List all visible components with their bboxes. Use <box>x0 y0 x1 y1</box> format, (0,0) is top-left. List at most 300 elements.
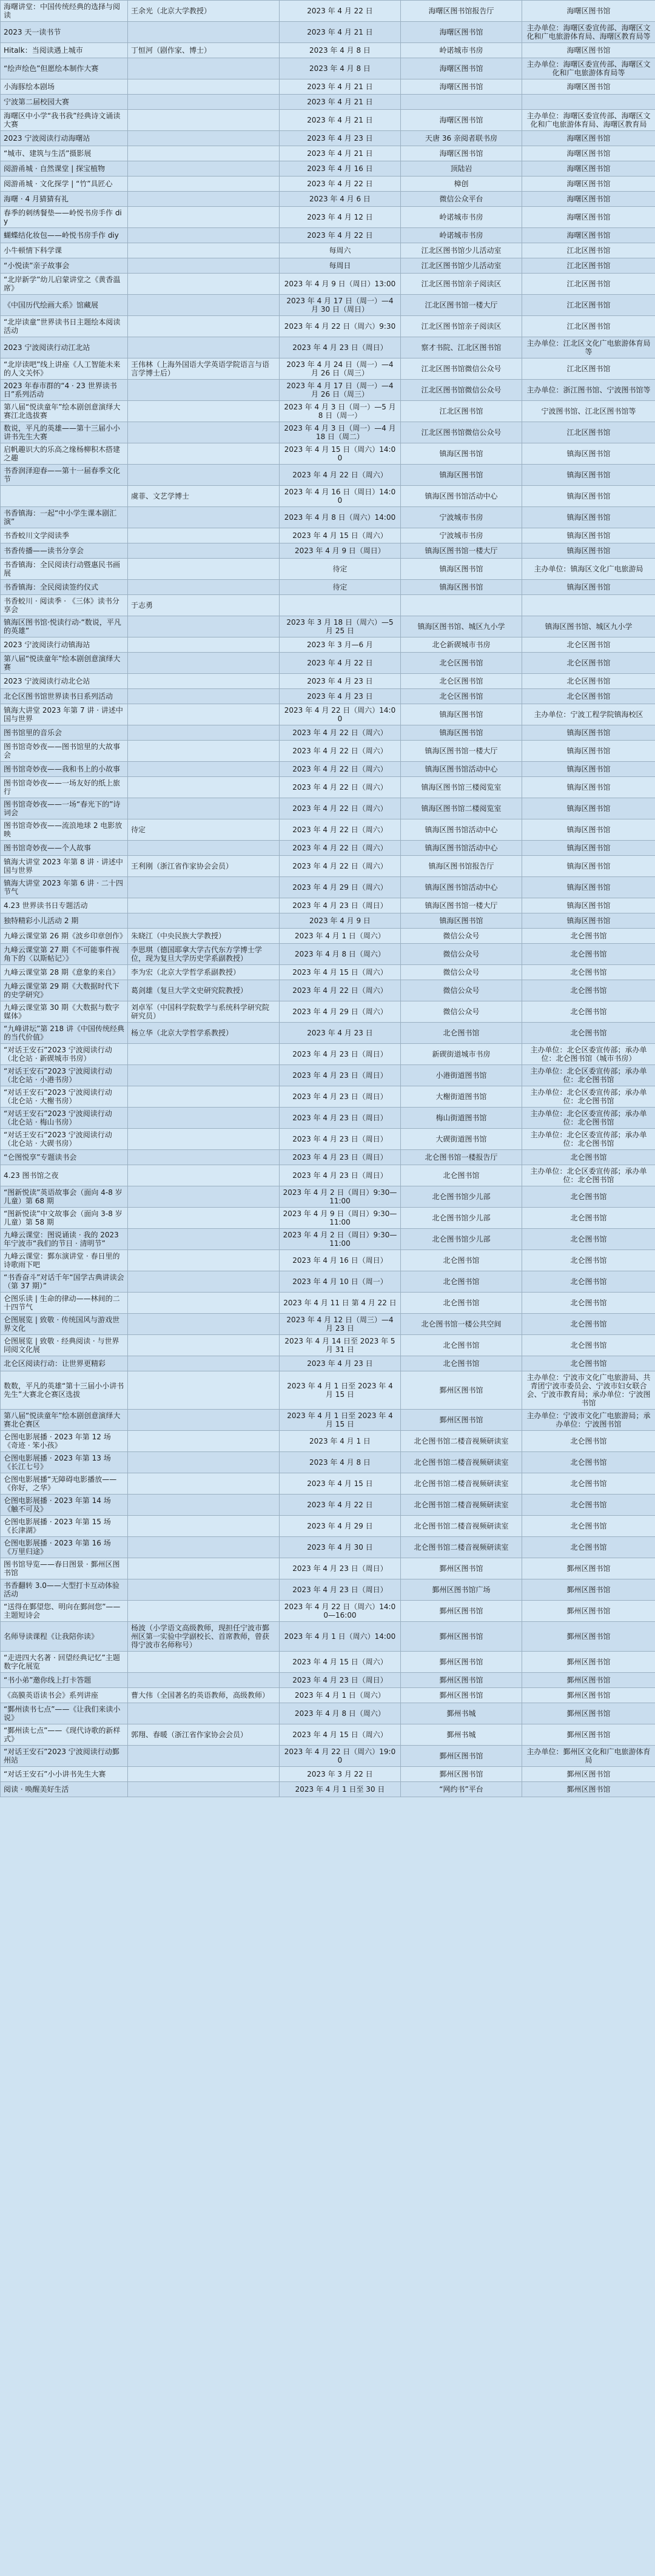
table-row <box>1 401 655 422</box>
table-row <box>1 316 655 337</box>
guest-cell <box>128 79 280 95</box>
time-cell: 2023 年 4 月 1 日（周六） <box>280 1688 401 1703</box>
time-cell: 2023 年 4 月 23 日（周日） <box>280 1150 401 1165</box>
venue-cell: 鄞州区图书馆 <box>401 1622 522 1652</box>
guest-cell: 杨波（小学语文高级教师，现担任宁波市鄞州区第一实验中学副校长、首席教师，曾获得宁波市名师称号） <box>128 1622 280 1652</box>
time-cell: 2023 年 4 月 21 日 <box>280 146 401 161</box>
event-name-cell: 九峰云课堂第 28 期《意象的来自》 <box>1 965 128 980</box>
guest-cell <box>128 22 280 43</box>
event-schedule-body <box>1 1 655 1797</box>
guest-cell <box>128 559 280 580</box>
time-cell: 2023 年 4 月 23 日（周日） <box>280 1579 401 1601</box>
event-name-cell: 海曙 · 4 月猜猜有礼 <box>1 192 128 207</box>
event-name-cell: 2023 天一读书节 <box>1 22 128 43</box>
event-name-cell: 仑图电影展播 · 2023 年第 13 场《长江七号》 <box>1 1452 128 1473</box>
time-cell: 2023 年 4 月 22 日 <box>280 653 401 674</box>
event-name-cell: 镇海区图书馆·悦读行动·“数说，平凡的英雄” <box>1 616 128 637</box>
guest-cell <box>128 258 280 274</box>
organizer-cell: 北仑图书馆 <box>522 1495 655 1516</box>
table-row <box>1 965 655 980</box>
organizer-cell: 北仑图书馆 <box>522 965 655 980</box>
time-cell: 待定 <box>280 580 401 595</box>
organizer-cell: 北仑图书馆 <box>522 1250 655 1271</box>
time-cell: 2023 年 4 月 29 日 <box>280 1516 401 1537</box>
event-name-cell: “书小弟”邀你线上打卡答题 <box>1 1673 128 1688</box>
organizer-cell: 江北区图书馆 <box>522 358 655 380</box>
time-cell: 2023 年 4 月 22 日（周六） <box>280 841 401 856</box>
venue-cell <box>401 595 522 616</box>
venue-cell: 江北区图书馆 <box>401 401 522 422</box>
time-cell: 2023 年 4 月 14 日至 2023 年 5 月 31 日 <box>280 1335 401 1356</box>
venue-cell: 岭诺城市书房 <box>401 43 522 58</box>
organizer-cell: 鄞州区图书馆 <box>522 1673 655 1688</box>
event-name-cell: 独特精彩小儿活动 2 期 <box>1 913 128 929</box>
organizer-cell: 镇海区图书馆 <box>522 819 655 841</box>
guest-cell <box>128 798 280 819</box>
venue-cell: 镇海区图书馆一楼大厅 <box>401 898 522 913</box>
venue-cell: 北仑图书馆二楼音视频研读室 <box>401 1516 522 1537</box>
organizer-cell: 北仑图书馆 <box>522 1314 655 1335</box>
event-name-cell: 《中国历代绘画大系》馆藏展 <box>1 295 128 316</box>
event-name-cell: “对话王安石”2023 宁波阅读行动（北仑站 · 新碶城市书房） <box>1 1044 128 1065</box>
table-row <box>1 528 655 543</box>
organizer-cell: 鄞州区图书馆 <box>522 1724 655 1746</box>
organizer-cell: 鄞州区图书馆 <box>522 1558 655 1579</box>
time-cell: 2023 年 4 月 23 日 <box>280 1356 401 1371</box>
venue-cell: 北仑新碶城市书房 <box>401 637 522 653</box>
time-cell: 每周日 <box>280 258 401 274</box>
organizer-cell: 镇海区图书馆 <box>522 725 655 741</box>
event-name-cell: 数说，平凡的英雄——第十三届小小讲书先生大赛 <box>1 422 128 443</box>
time-cell: 2023 年 4 月 8 日 <box>280 43 401 58</box>
time-cell: 2023 年 4 月 21 日 <box>280 95 401 110</box>
venue-cell: 镇海区图书馆二楼阅览室 <box>401 798 522 819</box>
organizer-cell: 宁波图书馆、江北区图书馆等 <box>522 401 655 422</box>
time-cell: 2023 年 4 月 15 日（周六） <box>280 965 401 980</box>
event-name-cell: 镇海大讲堂 2023 年第 7 讲 · 讲述中国与世界 <box>1 704 128 725</box>
table-row <box>1 228 655 243</box>
table-row <box>1 543 655 559</box>
venue-cell: 镇海区图书馆 <box>401 580 522 595</box>
event-name-cell: 启帆趣识大的乐高之缘杨柳积木搭建之趣 <box>1 443 128 465</box>
guest-cell: 李思琪（德国耶拿大学古代东方学博士学位，现为复旦大学历史学系副教授） <box>128 944 280 965</box>
table-row <box>1 1724 655 1746</box>
time-cell: 2023 年 4 月 9 日（周日） <box>280 543 401 559</box>
venue-cell: 鄞州区图书馆 <box>401 1688 522 1703</box>
time-cell: 2023 年 4 月 22 日（周六） <box>280 762 401 777</box>
event-name-cell: 春季的刺绣餐垫——岭悦书房手作 diy <box>1 207 128 228</box>
guest-cell <box>128 1495 280 1516</box>
table-row <box>1 1652 655 1673</box>
guest-cell <box>128 337 280 358</box>
guest-cell <box>128 401 280 422</box>
table-row <box>1 1673 655 1688</box>
event-name-cell: “鄞州读七点”——《现代诗歌的新样式》 <box>1 1724 128 1746</box>
guest-cell <box>128 1108 280 1129</box>
guest-cell <box>128 1208 280 1229</box>
table-row <box>1 22 655 43</box>
table-row <box>1 295 655 316</box>
time-cell: 2023 年 4 月 22 日 <box>280 228 401 243</box>
organizer-cell: 镇海区图书馆 <box>522 856 655 877</box>
guest-cell <box>128 1652 280 1673</box>
time-cell: 2023 年 4 月 16 日 <box>280 161 401 177</box>
venue-cell: 微信公众号 <box>401 1001 522 1023</box>
guest-cell <box>128 1601 280 1622</box>
time-cell: 2023 年 4 月 22 日（周六） <box>280 465 401 486</box>
table-row <box>1 58 655 79</box>
organizer-cell: 鄞州区图书馆 <box>522 1782 655 1797</box>
venue-cell: 宁波城市书房 <box>401 528 522 543</box>
time-cell: 待定 <box>280 559 401 580</box>
venue-cell: 北仑图书馆二楼音视频研读室 <box>401 1495 522 1516</box>
time-cell: 2023 年 4 月 22 日（周六） <box>280 741 401 762</box>
organizer-cell: 鄞州区图书馆 <box>522 1703 655 1724</box>
guest-cell <box>128 841 280 856</box>
venue-cell: 鄞州区图书馆 <box>401 1371 522 1410</box>
table-row <box>1 944 655 965</box>
table-row <box>1 595 655 616</box>
venue-cell <box>401 95 522 110</box>
time-cell: 2023 年 4 月 21 日 <box>280 22 401 43</box>
time-cell: 2023 年 4 月 16 日（周日）14:00 <box>280 486 401 507</box>
venue-cell: 镇海区图书馆活动中心 <box>401 877 522 898</box>
organizer-cell: 镇海区图书馆 <box>522 580 655 595</box>
event-name-cell: 书香蛟川 · 阅读季 · 《三体》读书分享会 <box>1 595 128 616</box>
venue-cell: 鄞州区图书馆 <box>401 1601 522 1622</box>
event-name-cell: “九峰讲坛”第 218 讲《中国传统经典的当代价值》 <box>1 1023 128 1044</box>
guest-cell <box>128 177 280 192</box>
guest-cell: 葛剑雄（复旦大学文史研究院教授） <box>128 980 280 1001</box>
guest-cell <box>128 146 280 161</box>
time-cell: 2023 年 4 月 15 日（周六） <box>280 528 401 543</box>
table-row <box>1 1452 655 1473</box>
event-name-cell: 镇海大讲堂 2023 年第 6 讲 · 二十四节气 <box>1 877 128 898</box>
guest-cell <box>128 580 280 595</box>
table-row <box>1 929 655 944</box>
organizer-cell: 北仑图书馆 <box>522 1335 655 1356</box>
event-name-cell: 2023 宁波阅读行动镇海站 <box>1 637 128 653</box>
time-cell: 2023 年 4 月 22 日（周六） <box>280 980 401 1001</box>
event-name-cell: 小海豚绘本剧场 <box>1 79 128 95</box>
organizer-cell: 镇海区图书馆 <box>522 507 655 528</box>
guest-cell <box>128 777 280 798</box>
guest-cell <box>128 131 280 146</box>
time-cell: 2023 年 4 月 8 日（周六） <box>280 1703 401 1724</box>
table-row <box>1 161 655 177</box>
organizer-cell: 镇海区图书馆 <box>522 543 655 559</box>
time-cell: 2023 年 4 月 23 日（周日） <box>280 337 401 358</box>
time-cell: 2023 年 4 月 23 日 <box>280 689 401 704</box>
venue-cell: 镇海区图书馆活动中心 <box>401 841 522 856</box>
organizer-cell: 北仑图书馆 <box>522 1271 655 1293</box>
venue-cell: 北仑图书馆 <box>401 1335 522 1356</box>
organizer-cell: 北仑图书馆 <box>522 1293 655 1314</box>
venue-cell: 海曙区图书馆 <box>401 22 522 43</box>
table-row <box>1 1579 655 1601</box>
organizer-cell: 镇海区图书馆 <box>522 898 655 913</box>
table-row <box>1 177 655 192</box>
time-cell: 2023 年 4 月 2 日（周日）9:30—11:00 <box>280 1229 401 1250</box>
time-cell: 2023 年 4 月 22 日 <box>280 1 401 22</box>
venue-cell: 镇海区图书馆 <box>401 704 522 725</box>
organizer-cell: 北仑图书馆 <box>522 1150 655 1165</box>
table-row <box>1 131 655 146</box>
table-row <box>1 1335 655 1356</box>
event-name-cell: 书香润泽迎春——第十一届春季文化节 <box>1 465 128 486</box>
venue-cell: 大榭街道图书馆 <box>401 1086 522 1108</box>
venue-cell: 镇海区图书馆一楼大厅 <box>401 741 522 762</box>
event-name-cell: “走进四大名著 · 回望经典记忆”主题数字化展览 <box>1 1652 128 1673</box>
venue-cell: 镇海区图书馆 <box>401 443 522 465</box>
guest-cell <box>128 1516 280 1537</box>
table-row <box>1 1516 655 1537</box>
venue-cell: 镇海区图书馆 <box>401 559 522 580</box>
time-cell: 2023 年 4 月 11 日 第 4 月 22 日 <box>280 1293 401 1314</box>
organizer-cell: 鄞州区图书馆 <box>522 1688 655 1703</box>
table-row <box>1 1537 655 1558</box>
organizer-cell: 江北区图书馆 <box>522 422 655 443</box>
table-row <box>1 1746 655 1767</box>
venue-cell: 新碶街道城市书房 <box>401 1044 522 1065</box>
event-name-cell: 海曙讲堂：中国传统经典的选择与阅读 <box>1 1 128 22</box>
time-cell: 2023 年 4 月 1 日至 30 日 <box>280 1782 401 1797</box>
event-name-cell: “对话王安石”2023 宁波阅读行动（北仑站 · 大碶书房） <box>1 1129 128 1150</box>
event-name-cell: 九峰云课堂：鄞东演讲堂 · 春日里的诗歌雨下吧 <box>1 1250 128 1271</box>
event-name-cell: 2023 宁波阅读行动海曙站 <box>1 131 128 146</box>
event-name-cell: “对话王安石”小小讲书先生大赛 <box>1 1767 128 1782</box>
venue-cell: 镇海区图书馆报告厅 <box>401 856 522 877</box>
event-name-cell: 北仑区图书馆世界读书日系列活动 <box>1 689 128 704</box>
organizer-cell: 鄞州区图书馆 <box>522 1622 655 1652</box>
table-row <box>1 877 655 898</box>
venue-cell: 镇海区图书馆 <box>401 913 522 929</box>
event-name-cell: 书香传播——读书分享会 <box>1 543 128 559</box>
time-cell: 2023 年 4 月 16 日（周日） <box>280 1250 401 1271</box>
organizer-cell: 主办单位：海曙区委宣传部、海曙区文化和广电旅游体育局、海曙区教育局等 <box>522 22 655 43</box>
organizer-cell: 北仑图书馆 <box>522 1186 655 1208</box>
event-name-cell: 九峰云课堂第 27 期《不可能事件视角下的〈以斯帖记〉》 <box>1 944 128 965</box>
guest-cell <box>128 58 280 79</box>
venue-cell: 镇海区图书馆活动中心 <box>401 486 522 507</box>
venue-cell: 鄞州书城 <box>401 1703 522 1724</box>
table-row <box>1 1229 655 1250</box>
guest-cell <box>128 725 280 741</box>
guest-cell <box>128 1229 280 1250</box>
event-name-cell: “书香奋斗”对话千年“国学古典讲读会（第 37 期）” <box>1 1271 128 1293</box>
organizer-cell: 北仑图书馆 <box>522 944 655 965</box>
table-row <box>1 243 655 258</box>
event-name-cell: 九峰云课堂第 30 期《大数据与数字媒体》 <box>1 1001 128 1023</box>
event-name-cell: 九峰云课堂：图说诵读 · 我的 2023 年宁波市“我们的节日 · 清明节” <box>1 1229 128 1250</box>
guest-cell <box>128 1537 280 1558</box>
table-row <box>1 465 655 486</box>
organizer-cell <box>522 595 655 616</box>
guest-cell <box>128 1431 280 1452</box>
guest-cell: 曹大伟（全国著名的英语教师，高级教师） <box>128 1688 280 1703</box>
time-cell: 2023 年 4 月 23 日（周日） <box>280 1044 401 1065</box>
guest-cell <box>128 1579 280 1601</box>
guest-cell <box>128 543 280 559</box>
organizer-cell: 江北区图书馆 <box>522 295 655 316</box>
event-name-cell: 4.23 图书馆之夜 <box>1 1165 128 1186</box>
venue-cell: 宁波城市书房 <box>401 507 522 528</box>
time-cell: 2023 年 4 月 15 日（周六） <box>280 1724 401 1746</box>
event-name-cell: “对话王安石”2023 宁波阅读行动（北仑站 · 小港书房） <box>1 1065 128 1086</box>
event-name-cell: “仑图悦享”专题读书会 <box>1 1150 128 1165</box>
time-cell: 2023 年 4 月 1 日 <box>280 1431 401 1452</box>
venue-cell: 顶陆岩 <box>401 161 522 177</box>
organizer-cell: 鄞州区图书馆 <box>522 1579 655 1601</box>
organizer-cell: 主办单位：北仑区委宣传部；承办单位：北仑图书馆 <box>522 1129 655 1150</box>
guest-cell <box>128 1703 280 1724</box>
organizer-cell: 主办单位：北仑区委宣传部；承办单位：北仑图书馆（城市书房） <box>522 1044 655 1065</box>
organizer-cell: 主办单位：海曙区委宣传部、海曙区文化和广电旅游体育局、海曙区教育局 <box>522 110 655 131</box>
venue-cell: 镇海区图书馆活动中心 <box>401 819 522 841</box>
venue-cell: 海曙区图书馆 <box>401 79 522 95</box>
guest-cell <box>128 110 280 131</box>
organizer-cell: 北仑图书馆 <box>522 1229 655 1250</box>
venue-cell: 梅山街道图书馆 <box>401 1108 522 1129</box>
venue-cell: 北仑图书馆少儿部 <box>401 1186 522 1208</box>
guest-cell <box>128 95 280 110</box>
time-cell: 2023 年 4 月 29 日（周六） <box>280 877 401 898</box>
organizer-cell: 北仑图书馆 <box>522 1473 655 1495</box>
time-cell: 2023 年 4 月 22 日（周六） <box>280 819 401 841</box>
guest-cell <box>128 1044 280 1065</box>
venue-cell: 北仑图书馆一楼报告厅 <box>401 1150 522 1165</box>
table-row <box>1 1782 655 1797</box>
time-cell: 2023 年 4 月 22 日（周六） <box>280 725 401 741</box>
guest-cell <box>128 1086 280 1108</box>
event-name-cell: 图书馆奇妙夜——一场“春光下的”诗词会 <box>1 798 128 819</box>
table-row <box>1 819 655 841</box>
guest-cell <box>128 528 280 543</box>
venue-cell: 微信公众号 <box>401 980 522 1001</box>
time-cell: 2023 年 4 月 22 日（周六） <box>280 777 401 798</box>
organizer-cell: 主办单位：北仑区委宣传部；承办单位：北仑图书馆 <box>522 1165 655 1186</box>
time-cell: 2023 年 4 月 23 日（周日） <box>280 1165 401 1186</box>
organizer-cell: 镇海区图书馆 <box>522 777 655 798</box>
time-cell: 2023 年 4 月 22 日（周六）19:00 <box>280 1746 401 1767</box>
guest-cell <box>128 1673 280 1688</box>
time-cell: 2023 年 4 月 23 日（周日） <box>280 1086 401 1108</box>
organizer-cell: 北仑区图书馆 <box>522 689 655 704</box>
venue-cell: 微信公众平台 <box>401 192 522 207</box>
venue-cell: 天唐 36 亲阅者联书房 <box>401 131 522 146</box>
time-cell: 2023 年 4 月 21 日 <box>280 110 401 131</box>
table-row <box>1 1150 655 1165</box>
venue-cell: 镇海区图书馆 <box>401 465 522 486</box>
organizer-cell: 镇海区图书馆 <box>522 841 655 856</box>
event-name-cell: 阅游甬城 · 自然课堂 | 探宝植物 <box>1 161 128 177</box>
venue-cell: 海曙区图书馆报告厅 <box>401 1 522 22</box>
table-row <box>1 898 655 913</box>
event-name-cell: “鄞州读书七点”——《让我们来读小说》 <box>1 1703 128 1724</box>
guest-cell: 刘卓军（中国科学院数学与系统科学研究院研究员） <box>128 1001 280 1023</box>
guest-cell: 王余光（北京大学教授） <box>128 1 280 22</box>
guest-cell: 王伟林（上海外国语大学英语学院语言与语言学博士后） <box>128 358 280 380</box>
table-row <box>1 1129 655 1150</box>
table-row <box>1 913 655 929</box>
table-row <box>1 1250 655 1271</box>
guest-cell <box>128 704 280 725</box>
organizer-cell: 江北区图书馆 <box>522 316 655 337</box>
event-name-cell: 第八届“悦读童年”绘本剧创意演绎大赛江北选拔赛 <box>1 401 128 422</box>
time-cell: 2023 年 4 月 8 日（周六）14:00 <box>280 507 401 528</box>
venue-cell: 北仑区图书馆 <box>401 689 522 704</box>
organizer-cell: 主办单位：北仑区委宣传部；承办单位：北仑图书馆 <box>522 1065 655 1086</box>
table-row <box>1 704 655 725</box>
event-name-cell: 图书馆奇妙夜——我和书上的小故事 <box>1 762 128 777</box>
event-name-cell: 北仑区阅读行动：让世界更精彩 <box>1 1356 128 1371</box>
time-cell: 2023 年 4 月 10 日（周一） <box>280 1271 401 1293</box>
guest-cell <box>128 316 280 337</box>
organizer-cell: 北仑图书馆 <box>522 1001 655 1023</box>
venue-cell: “网约书”平台 <box>401 1782 522 1797</box>
venue-cell: 江北区图书馆微信公众号 <box>401 380 522 401</box>
time-cell: 2023 年 4 月 29 日（周六） <box>280 1001 401 1023</box>
guest-cell <box>128 465 280 486</box>
event-name-cell: 仑图展览 | 致敬 · 经典阅读 · 与世界同阅文化展 <box>1 1335 128 1356</box>
table-row <box>1 653 655 674</box>
venue-cell: 镇海区图书馆活动中心 <box>401 762 522 777</box>
organizer-cell: 主办单位：鄞州区文化和广电旅游体育局 <box>522 1746 655 1767</box>
time-cell: 2023 年 4 月 15 日 <box>280 1473 401 1495</box>
time-cell: 2023 年 4 月 23 日（周日） <box>280 898 401 913</box>
guest-cell <box>128 898 280 913</box>
time-cell: 2023 年 4 月 3 日（周一）—4 月 18 日（周二） <box>280 422 401 443</box>
event-name-cell: 书香蛟川文学阅读季 <box>1 528 128 543</box>
time-cell: 2023 年 4 月 23 日（周日） <box>280 1673 401 1688</box>
venue-cell: 樟创 <box>401 177 522 192</box>
time-cell: 2023 年 4 月 6 日 <box>280 192 401 207</box>
organizer-cell: 江北区图书馆 <box>522 258 655 274</box>
venue-cell: 北仑图书馆 <box>401 1293 522 1314</box>
table-row <box>1 274 655 295</box>
table-row <box>1 1065 655 1086</box>
event-name-cell: 4.23 世界读书日专题活动 <box>1 898 128 913</box>
time-cell: 2023 年 4 月 1 日至 2023 年 4 月 15 日 <box>280 1410 401 1431</box>
event-name-cell: 数数，平凡的英雄“第十三届小小讲书先生”大赛北仑赛区选拔 <box>1 1371 128 1410</box>
organizer-cell: 北仑区图书馆 <box>522 674 655 689</box>
time-cell: 2023 年 4 月 9 日（周日）13:00 <box>280 274 401 295</box>
organizer-cell: 鄞州区图书馆 <box>522 1601 655 1622</box>
table-row <box>1 856 655 877</box>
organizer-cell: 海曙区图书馆 <box>522 192 655 207</box>
event-name-cell: 书香翻转 3.0——大型打卡互动体验活动 <box>1 1579 128 1601</box>
guest-cell <box>128 207 280 228</box>
event-name-cell: 第八届“悦读童年”绘本剧创意演绎大赛北仑赛区 <box>1 1410 128 1431</box>
guest-cell: 王利刚（浙江省作家协会会员） <box>128 856 280 877</box>
table-row <box>1 1001 655 1023</box>
guest-cell <box>128 243 280 258</box>
table-row <box>1 358 655 380</box>
venue-cell: 江北区图书馆亲子阅读区 <box>401 274 522 295</box>
organizer-cell: 江北区图书馆 <box>522 274 655 295</box>
time-cell: 2023 年 4 月 8 日 <box>280 1452 401 1473</box>
organizer-cell: 北仑图书馆 <box>522 1516 655 1537</box>
event-name-cell: 阅读 · 唤醒美好生活 <box>1 1782 128 1797</box>
organizer-cell: 海曙区图书馆 <box>522 43 655 58</box>
guest-cell <box>128 762 280 777</box>
venue-cell: 北仑图书馆二楼音视频研读室 <box>401 1452 522 1473</box>
table-row <box>1 192 655 207</box>
guest-cell <box>128 274 280 295</box>
organizer-cell: 镇海区图书馆 <box>522 528 655 543</box>
venue-cell: 北仑图书馆二楼音视频研读室 <box>401 1537 522 1558</box>
time-cell: 2023 年 4 月 1 日（周六）14:00 <box>280 1622 401 1652</box>
